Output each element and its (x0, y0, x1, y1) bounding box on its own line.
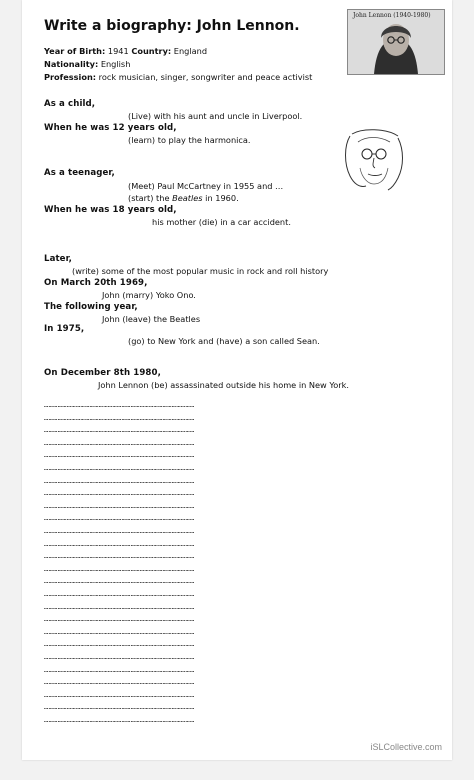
writing-line: ……………………………………………………………………………………… (44, 703, 195, 712)
writing-line: ……………………………………………………………………………………… (44, 438, 195, 447)
writing-line: ……………………………………………………………………………………… (44, 602, 195, 611)
writing-line: ……………………………………………………………………………………… (44, 665, 195, 674)
writing-line: ……………………………………………………………………………………… (44, 413, 195, 422)
label-year-of-birth: Year of Birth: (44, 46, 106, 56)
worksheet-title: Write a biography: John Lennon. (44, 18, 300, 34)
footer-watermark: iSLCollective.com (370, 742, 442, 752)
writing-line: ……………………………………………………………………………………… (44, 615, 195, 624)
writing-line: ……………………………………………………………………………………… (44, 401, 195, 409)
sentence-age-18: his mother (die) in a car accident. (152, 217, 291, 227)
heading-age-18: When he was 18 years old, (44, 205, 177, 215)
writing-line: ……………………………………………………………………………………… (44, 476, 195, 485)
heading-as-a-child: As a child, (44, 99, 96, 109)
writing-line: ……………………………………………………………………………………… (44, 678, 195, 687)
sentence-teenager-start (128, 193, 239, 203)
value-profession: rock musician, singer, songwriter and peace activist (96, 72, 313, 82)
writing-line: ……………………………………………………………………………………… (44, 716, 195, 724)
writing-line: ……………………………………………………………………………………… (44, 426, 195, 435)
label-nationality: Nationality: (44, 59, 99, 69)
writing-line: ……………………………………………………………………………………… (44, 590, 195, 598)
value-country: England (171, 46, 208, 56)
heading-march-1969: On March 20th 1969, (44, 278, 148, 288)
writing-line: ……………………………………………………………………………………… (44, 489, 195, 498)
writing-line: ……………………………………………………………………………………… (44, 564, 195, 573)
value-nationality: English (98, 59, 131, 69)
worksheet-page (22, 0, 452, 760)
label-country: Country: (131, 46, 172, 56)
writing-line: ……………………………………………………………………………………… (44, 451, 195, 460)
writing-line: ……………………………………………………………………………………… (44, 640, 195, 649)
info-line-profession (44, 72, 312, 82)
heading-following-year: The following year, (44, 302, 138, 312)
value-year-of-birth: 1941 (105, 46, 132, 56)
writing-line: ……………………………………………………………………………………… (44, 539, 195, 548)
heading-age-12: When he was 12 years old, (44, 123, 177, 133)
info-line-nationality (44, 59, 130, 69)
sentence-later: (write) some of the most popular music in rock and roll history (72, 266, 329, 276)
label-profession: Profession: (44, 72, 97, 82)
sentence-following-year: John (leave) the Beatles (102, 314, 201, 324)
sentence-teenager-start-a: (start) the (128, 193, 173, 203)
sentence-age-12: (learn) to play the harmonica. (128, 135, 251, 145)
sentence-as-a-child: (Live) with his aunt and uncle in Liverpool. (128, 111, 303, 121)
info-line-birth-country (44, 46, 207, 56)
writing-line: ……………………………………………………………………………………… (44, 690, 195, 699)
writing-line: ……………………………………………………………………………………… (44, 514, 195, 523)
heading-december-1980: On December 8th 1980, (44, 368, 161, 378)
portrait-image (348, 10, 444, 74)
writing-line: ……………………………………………………………………………………… (44, 627, 195, 636)
sentence-teenager-meet: (Meet) Paul McCartney in 1955 and … (128, 181, 284, 191)
heading-1975: In 1975, (44, 324, 85, 334)
sentence-march-1969: John (marry) Yoko Ono. (102, 290, 196, 300)
sentence-teenager-start-b: in 1960. (202, 193, 239, 203)
writing-line: ……………………………………………………………………………………… (44, 577, 195, 586)
writing-line: ……………………………………………………………………………………… (44, 552, 195, 561)
sentence-december-1980: John Lennon (be) assassinated outside his home in New York. (98, 380, 349, 390)
writing-line: ……………………………………………………………………………………… (44, 464, 195, 472)
writing-line: ……………………………………………………………………………………… (44, 527, 195, 535)
heading-later: Later, (44, 254, 73, 264)
heading-teenager: As a teenager, (44, 168, 115, 178)
sentence-1975: (go) to New York and (have) a son called Sean. (128, 336, 320, 346)
lennon-sketch-drawing (340, 128, 408, 194)
beatles-italic: Beatles (172, 193, 203, 203)
writing-line: ……………………………………………………………………………………… (44, 653, 195, 661)
writing-line: ……………………………………………………………………………………… (44, 501, 195, 510)
photo-caption: John Lennon (1940-1980) (353, 12, 431, 19)
